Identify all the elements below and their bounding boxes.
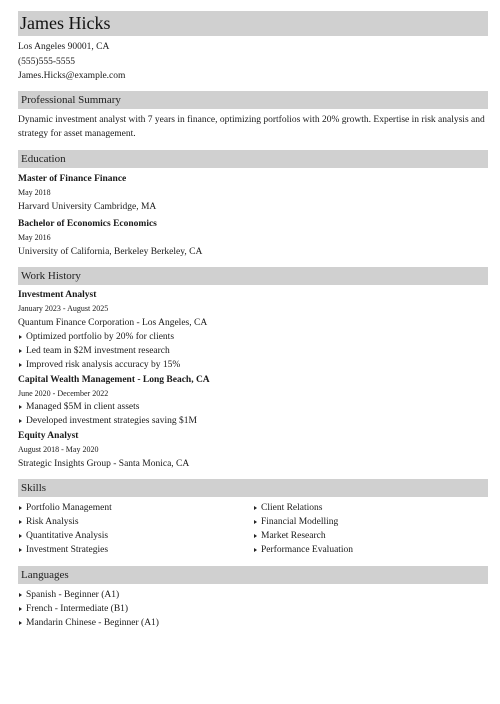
email: James.Hicks@example.com [18, 71, 126, 81]
skills-column-right [253, 501, 488, 557]
degree-date: May 2016 [18, 232, 51, 242]
degree-date: May 2018 [18, 187, 51, 197]
list-item: Improved risk analysis accuracy by 15% [18, 358, 488, 372]
list-item: Portfolio Management [18, 501, 253, 515]
list-item: Led team in $2M investment research [18, 344, 488, 358]
list-item: Developed investment strategies saving $1M [18, 414, 488, 428]
section-header-education: Education [18, 150, 488, 168]
job-entry [18, 429, 488, 471]
list-item: Spanish - Beginner (A1) [18, 588, 488, 602]
section-header-summary: Professional Summary [18, 91, 488, 109]
list-item: Market Research [253, 529, 488, 543]
section-header-skills: Skills [18, 479, 488, 497]
job-dates: January 2023 - August 2025 [18, 303, 109, 313]
list-item: Managed $5M in client assets [18, 400, 488, 414]
school: Harvard University Cambridge, MA [18, 201, 157, 212]
languages-list [18, 588, 488, 630]
location: Los Angeles 90001, CA [18, 42, 110, 52]
job-entry [18, 288, 488, 372]
job-company: Strategic Insights Group - Santa Monica, CA [18, 458, 190, 469]
list-item: French - Intermediate (B1) [18, 602, 488, 616]
section-header-work: Work History [18, 267, 488, 285]
list-item: Quantitative Analysis [18, 529, 253, 543]
list-item: Investment Strategies [18, 543, 253, 557]
phone: (555)555-5555 [18, 56, 75, 67]
list-item: Mandarin Chinese - Beginner (A1) [18, 616, 488, 630]
list-item: Risk Analysis [18, 515, 253, 529]
degree: Bachelor of Economics Economics [18, 218, 157, 229]
degree: Master of Finance Finance [18, 173, 127, 184]
list-item: Client Relations [253, 501, 488, 515]
skills-list [18, 501, 488, 557]
name-header: James Hicks [18, 11, 488, 36]
skills-column-left [18, 501, 253, 557]
job-dates: August 2018 - May 2020 [18, 444, 99, 454]
education-entry [18, 172, 488, 214]
job-title: Investment Analyst [18, 289, 97, 300]
job-dates: June 2020 - December 2022 [18, 388, 109, 398]
education-entry [18, 217, 488, 259]
job-title: Capital Wealth Management - Long Beach, CA [18, 374, 210, 385]
job-company: Quantum Finance Corporation - Los Angeles, CA [18, 317, 208, 328]
list-item: Financial Modelling [253, 515, 488, 529]
job-bullets [18, 400, 488, 428]
list-item: Performance Evaluation [253, 543, 488, 557]
school: University of California, Berkeley Berkeley, CA [18, 246, 203, 257]
job-entry [18, 373, 488, 428]
job-bullets [18, 330, 488, 372]
summary-text: Dynamic investment analyst with 7 years in finance, optimizing portfolios with 20% growth. Expertise in risk analysis and strategy for asset management. [18, 114, 485, 139]
contact-block [18, 40, 488, 84]
list-item: Optimized portfolio by 20% for clients [18, 330, 488, 344]
section-header-languages: Languages [18, 566, 488, 584]
job-title: Equity Analyst [18, 430, 79, 441]
